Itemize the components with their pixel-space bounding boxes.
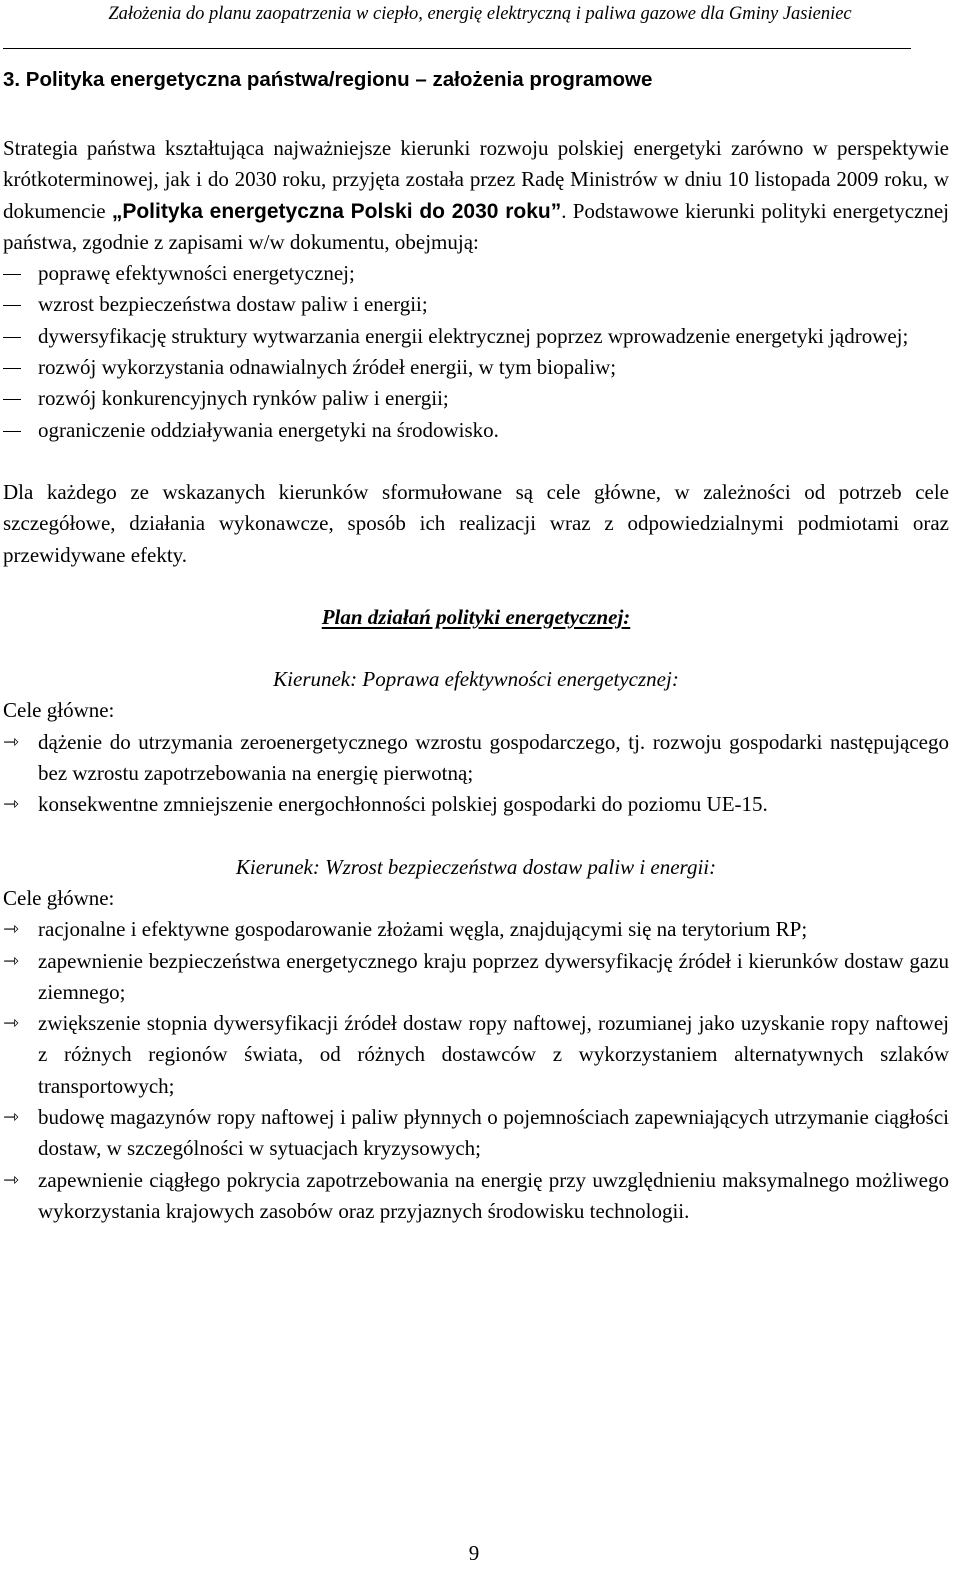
intro-text-end: . Podstawowe kierunki polityki energetycznej państwa, zgodnie z zapisami w/w dokumentu, obejmują: <box>3 198 950 254</box>
right-arrow-icon: ⇾ <box>3 793 19 816</box>
section-title: 3. Polityka energetyczna państwa/regionu – założenia programowe <box>3 68 653 91</box>
list-item: ⇾ budowę magazynów ropy naftowej i paliw płynnych o pojemnościach zapewniających utrzymanie ciągłości dostaw, w szczególności w sytuacjach kryzysowych; <box>3 1102 949 1165</box>
spacer <box>3 633 949 664</box>
list-item: rozwój wykorzystania odnawialnych źródeł energii, w tym biopaliw; <box>3 352 949 383</box>
list-item: ⇾ zapewnienie bezpieczeństwa energetycznego kraju poprzez dywersyfikację źródeł i kierunków dostaw gazu ziemnego; <box>3 946 949 1009</box>
spacer <box>3 446 949 477</box>
list-item: ⇾ zapewnienie ciągłego pokrycia zapotrzebowania na energię przy uwzględnieniu maksymalnego możliwego wykorzystania krajowych zasobów oraz przyjaznych środowisku technologii. <box>3 1165 949 1228</box>
dash-bullet-icon <box>3 431 21 432</box>
goals-paragraph: Dla każdego ze wskazanych kierunków sformułowane są cele główne, w zależności od potrzeb cele szczegółowe, działania wykonawcze, sposób ich realizacji wraz z odpowiedzialnymi podmiotami oraz przewidywane efekty. <box>3 479 949 567</box>
plan-title-wrap <box>3 602 949 633</box>
spacer <box>3 821 949 852</box>
list-item: poprawę efektywności energetycznej; <box>3 258 949 289</box>
main-goals-list <box>3 914 949 1227</box>
dash-bullet-icon <box>3 399 21 400</box>
list-item: wzrost bezpieczeństwa dostaw paliw i energii; <box>3 289 949 320</box>
running-header: Założenia do planu zaopatrzenia w ciepło, energię elektryczną i paliwa gazowe dla Gminy Jasieniec <box>108 4 852 24</box>
dash-bullet-icon <box>3 337 21 338</box>
main-goals-label: Cele główne: <box>3 885 115 910</box>
direction-heading: Kierunek: Wzrost bezpieczeństwa dostaw paliw i energii: <box>235 854 717 879</box>
list-item: ⇾ konsekwentne zmniejszenie energochłonności polskiej gospodarki do poziomu UE-15. <box>3 789 949 820</box>
document-title-bold: „Polityka energetyczna Polski do 2030 roku” <box>111 199 562 223</box>
list-item: ⇾ racjonalne i efektywne gospodarowanie złożami węgla, znajdującymi się na terytorium RP; <box>3 914 949 945</box>
right-arrow-icon: ⇾ <box>3 1106 19 1129</box>
list-item: ⇾ zwiększenie stopnia dywersyfikacji źródeł dostaw ropy naftowej, rozumianej jako uzyskanie ropy naftowej z różnych regionów świata, od różnych dostawców z wykorzystaniem alternatywnych szlaków transportowych; <box>3 1008 949 1102</box>
intro-paragraph <box>3 133 949 258</box>
plan-title: Plan działań polityki energetycznej: <box>321 604 631 629</box>
list-item: ⇾ dążenie do utrzymania zeroenergetycznego wzrostu gospodarczego, tj. rozwoju gospodarki następującego bez wzrostu zapotrzebowania na energię pierwotną; <box>3 727 949 790</box>
dash-bullet-icon <box>3 274 21 275</box>
right-arrow-icon: ⇾ <box>3 1012 19 1035</box>
list-item: dywersyfikację struktury wytwarzania energii elektrycznej poprzez wprowadzenie energetyki jądrowej; <box>3 321 949 352</box>
policy-directions-list <box>3 258 949 446</box>
dash-bullet-icon <box>3 368 21 369</box>
direction-heading: Kierunek: Poprawa efektywności energetycznej: <box>273 667 679 692</box>
list-item: rozwój konkurencyjnych rynków paliw i energii; <box>3 383 949 414</box>
right-arrow-icon: ⇾ <box>3 1168 19 1191</box>
right-arrow-icon: ⇾ <box>3 949 19 972</box>
list-item: ograniczenie oddziaływania energetyki na środowisko. <box>3 415 949 446</box>
main-goals-list <box>3 727 949 821</box>
header-divider <box>3 48 911 49</box>
dash-bullet-icon <box>3 305 21 306</box>
main-goals-label: Cele główne: <box>3 698 115 723</box>
right-arrow-icon: ⇾ <box>3 730 19 753</box>
spacer <box>3 571 949 602</box>
document-body <box>3 133 949 1227</box>
intro-text-start: Strategia państwa kształtująca najważniejsze kierunki rozwoju polskiej energetyki zarówno w perspektywie krótkoterminowej, jak i do 2030 roku, przyjęta została przez Radę Ministrów w dniu 10 listopada 2009 roku, w dokumencie <box>3 136 949 223</box>
page-number: 9 <box>468 1541 480 1565</box>
right-arrow-icon: ⇾ <box>3 918 19 941</box>
